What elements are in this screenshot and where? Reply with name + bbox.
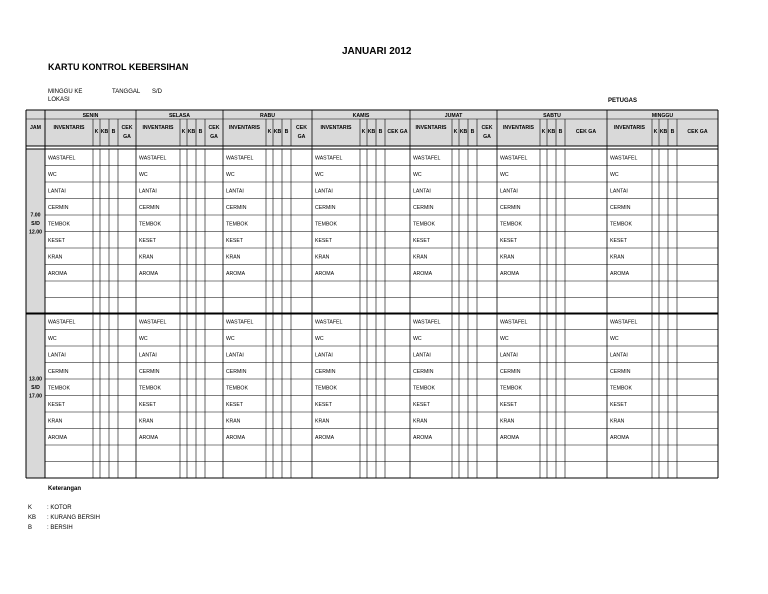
check-header: CEK: [121, 125, 133, 131]
inventory-item: CERMIN: [610, 205, 631, 211]
sub-header-k: K: [267, 129, 272, 135]
sub-header-k: K: [181, 129, 186, 135]
legend-code-k: K: [28, 505, 33, 511]
inventory-item: WASTAFEL: [139, 319, 167, 326]
inventory-item: WASTAFEL: [48, 319, 76, 326]
shift-end-time: 12.00: [29, 229, 42, 236]
sub-header-kb: KB: [187, 129, 196, 135]
inventory-item: CERMIN: [413, 369, 434, 375]
inventory-item: WC: [48, 172, 57, 178]
inventory-item: KRAN: [315, 254, 330, 261]
day-name: RABU: [260, 113, 275, 119]
inventory-item: AROMA: [500, 271, 520, 277]
officer-label: PETUGAS: [608, 98, 638, 104]
inventory-item: KRAN: [315, 418, 330, 425]
inventory-item: KRAN: [139, 418, 154, 425]
inventory-item: AROMA: [500, 435, 520, 441]
inventory-item: KESET: [315, 402, 333, 408]
shift-separator: S/D: [31, 384, 40, 391]
check-header: CEK GA: [687, 129, 708, 135]
legend-code-b: B: [28, 525, 33, 531]
inventory-item: AROMA: [413, 271, 433, 277]
sub-header-k: K: [453, 129, 458, 135]
day-name: SENIN: [82, 113, 99, 119]
legend-desc-kb: : KURANG BERSIH: [47, 515, 101, 521]
inventory-item: WC: [610, 336, 619, 342]
sub-header-b: B: [378, 129, 383, 135]
inventory-item: TEMBOK: [315, 221, 337, 228]
inventory-item: CERMIN: [226, 369, 247, 375]
inventory-item: CERMIN: [48, 369, 69, 375]
inventory-item: TEMBOK: [610, 221, 632, 228]
inventory-item: KESET: [500, 402, 518, 408]
inventory-item: KESET: [610, 402, 628, 408]
inventory-item: LANTAI: [500, 352, 518, 359]
inventory-item: TEMBOK: [315, 385, 337, 392]
inventory-item: WASTAFEL: [610, 155, 638, 162]
inventory-item: KESET: [48, 402, 66, 408]
legend-code-kb: KB: [28, 515, 37, 521]
day-name: KAMIS: [352, 113, 370, 119]
sub-header-b: B: [670, 129, 675, 135]
inventory-item: KESET: [226, 238, 244, 244]
inventory-item: TEMBOK: [139, 221, 161, 228]
inventory-item: WC: [226, 172, 235, 178]
inventory-header: INVENTARIS: [415, 125, 447, 131]
inventory-item: AROMA: [610, 435, 630, 441]
check-header: GA: [297, 134, 306, 140]
inventory-header: INVENTARIS: [228, 125, 261, 131]
inventory-item: LANTAI: [139, 352, 157, 359]
inventory-item: WASTAFEL: [315, 155, 343, 162]
inventory-item: KRAN: [48, 418, 63, 425]
inventory-item: LANTAI: [413, 352, 431, 359]
inventory-item: AROMA: [226, 271, 246, 277]
legend-title: Keterangan: [48, 486, 82, 492]
shift-separator: S/D: [31, 220, 40, 227]
day-name: SABTU: [543, 113, 561, 119]
inventory-item: TEMBOK: [500, 221, 522, 228]
inventory-item: KESET: [413, 402, 431, 408]
time-header: JAM: [30, 125, 41, 131]
inventory-item: CERMIN: [139, 369, 160, 375]
inventory-item: LANTAI: [226, 352, 244, 359]
inventory-item: CERMIN: [226, 205, 247, 211]
inventory-item: WC: [500, 172, 509, 178]
month-title: JANUARI 2012: [342, 46, 412, 57]
sub-header-k: K: [541, 129, 546, 135]
inventory-item: WC: [315, 172, 324, 178]
sub-header-b: B: [470, 129, 475, 135]
inventory-item: LANTAI: [315, 188, 333, 195]
inventory-item: KESET: [610, 238, 628, 244]
week-label: MINGGU KE: [48, 89, 83, 95]
inventory-item: WASTAFEL: [226, 319, 254, 326]
inventory-item: AROMA: [315, 435, 335, 441]
inventory-item: CERMIN: [500, 369, 521, 375]
inventory-item: LANTAI: [226, 188, 244, 195]
inventory-item: AROMA: [315, 271, 335, 277]
inventory-item: LANTAI: [48, 352, 66, 359]
sub-header-b: B: [558, 129, 563, 135]
sub-header-k: K: [361, 129, 366, 135]
check-header: GA: [210, 134, 218, 140]
inventory-item: KESET: [139, 238, 157, 244]
sub-header-kb: KB: [100, 129, 109, 135]
sub-header-kb: KB: [367, 129, 376, 135]
inventory-item: WC: [413, 172, 422, 178]
check-header: CEK GA: [387, 129, 408, 135]
inventory-item: KESET: [413, 238, 431, 244]
inventory-item: TEMBOK: [413, 385, 435, 392]
inventory-item: TEMBOK: [226, 221, 248, 228]
check-header: GA: [483, 134, 491, 140]
sub-header-k: K: [94, 129, 99, 135]
inventory-item: AROMA: [139, 271, 159, 277]
inventory-item: TEMBOK: [610, 385, 632, 392]
legend-desc-b: : BERSIH: [47, 525, 73, 531]
inventory-header: INVENTARIS: [613, 125, 646, 131]
inventory-item: AROMA: [48, 271, 68, 277]
inventory-item: LANTAI: [139, 188, 157, 195]
inventory-item: WC: [226, 336, 235, 342]
inventory-item: LANTAI: [413, 188, 431, 195]
inventory-item: CERMIN: [139, 205, 160, 211]
sub-header-kb: KB: [659, 129, 668, 135]
sub-header-b: B: [284, 129, 289, 135]
shift-end-time: 17.00: [29, 393, 42, 400]
legend-desc-k: : KOTOR: [47, 505, 72, 511]
inventory-item: WASTAFEL: [610, 319, 638, 326]
check-header: GA: [123, 134, 131, 140]
day-name: JUMAT: [444, 113, 463, 119]
inventory-item: KRAN: [500, 254, 515, 261]
shift-start-time: 13.00: [29, 376, 42, 383]
inventory-item: CERMIN: [413, 205, 434, 211]
sub-header-b: B: [198, 129, 203, 135]
inventory-item: LANTAI: [500, 188, 518, 195]
sub-header-kb: KB: [547, 129, 556, 135]
inventory-header: INVENTARIS: [320, 125, 352, 131]
card-title: KARTU KONTROL KEBERSIHAN: [48, 62, 189, 72]
inventory-item: KRAN: [226, 418, 241, 425]
inventory-item: KRAN: [139, 254, 154, 261]
inventory-item: LANTAI: [315, 352, 333, 359]
check-header: CEK: [481, 125, 493, 131]
sub-header-b: B: [111, 129, 116, 135]
inventory-item: TEMBOK: [500, 385, 522, 392]
inventory-item: CERMIN: [610, 369, 631, 375]
inventory-item: WC: [610, 172, 619, 178]
day-name: SELASA: [168, 113, 191, 119]
inventory-item: CERMIN: [315, 205, 336, 211]
inventory-header: INVENTARIS: [142, 125, 174, 131]
inventory-item: KRAN: [413, 418, 428, 425]
inventory-item: KRAN: [48, 254, 63, 261]
inventory-item: LANTAI: [610, 352, 628, 359]
inventory-item: KESET: [500, 238, 518, 244]
inventory-item: LANTAI: [48, 188, 66, 195]
inventory-item: AROMA: [413, 435, 433, 441]
inventory-header: INVENTARIS: [53, 125, 85, 131]
inventory-header: INVENTARIS: [502, 125, 535, 131]
check-header: CEK: [208, 125, 220, 131]
inventory-item: WC: [139, 336, 148, 342]
inventory-item: KESET: [139, 402, 157, 408]
inventory-item: AROMA: [139, 435, 159, 441]
inventory-item: WASTAFEL: [413, 319, 441, 326]
inventory-item: WASTAFEL: [48, 155, 76, 162]
sub-header-kb: KB: [459, 129, 468, 135]
inventory-item: WASTAFEL: [139, 155, 167, 162]
inventory-item: WC: [48, 336, 57, 342]
inventory-item: WASTAFEL: [500, 319, 528, 326]
inventory-item: WASTAFEL: [413, 155, 441, 162]
inventory-item: CERMIN: [315, 369, 336, 375]
inventory-item: AROMA: [226, 435, 246, 441]
inventory-item: KRAN: [610, 254, 625, 261]
inventory-item: TEMBOK: [48, 221, 70, 228]
inventory-item: WC: [500, 336, 509, 342]
inventory-item: TEMBOK: [413, 221, 435, 228]
inventory-item: KRAN: [500, 418, 515, 425]
inventory-item: WASTAFEL: [315, 319, 343, 326]
inventory-item: KRAN: [226, 254, 241, 261]
sub-header-k: K: [653, 129, 658, 135]
inventory-item: CERMIN: [48, 205, 69, 211]
inventory-item: KESET: [48, 238, 66, 244]
inventory-item: WC: [413, 336, 422, 342]
shift-start-time: 7.00: [30, 212, 41, 219]
inventory-item: CERMIN: [500, 205, 521, 211]
check-header: CEK GA: [575, 129, 597, 135]
inventory-item: KRAN: [413, 254, 428, 261]
inventory-item: TEMBOK: [139, 385, 161, 392]
inventory-item: WC: [139, 172, 148, 178]
inventory-item: KESET: [315, 238, 333, 244]
date-label: TANGGAL: [112, 89, 141, 95]
inventory-item: KRAN: [610, 418, 625, 425]
sub-header-kb: KB: [273, 129, 282, 135]
location-label: LOKASI: [48, 97, 70, 103]
check-header: CEK: [296, 125, 307, 131]
inventory-item: TEMBOK: [48, 385, 70, 392]
inventory-item: KESET: [226, 402, 244, 408]
inventory-item: AROMA: [48, 435, 68, 441]
inventory-item: WASTAFEL: [226, 155, 254, 162]
inventory-item: WASTAFEL: [500, 155, 528, 162]
inventory-item: TEMBOK: [226, 385, 248, 392]
inventory-item: LANTAI: [610, 188, 628, 195]
inventory-item: AROMA: [610, 271, 630, 277]
date-separator: S/D: [152, 89, 163, 95]
inventory-item: WC: [315, 336, 324, 342]
day-name: MINGGU: [651, 113, 674, 119]
